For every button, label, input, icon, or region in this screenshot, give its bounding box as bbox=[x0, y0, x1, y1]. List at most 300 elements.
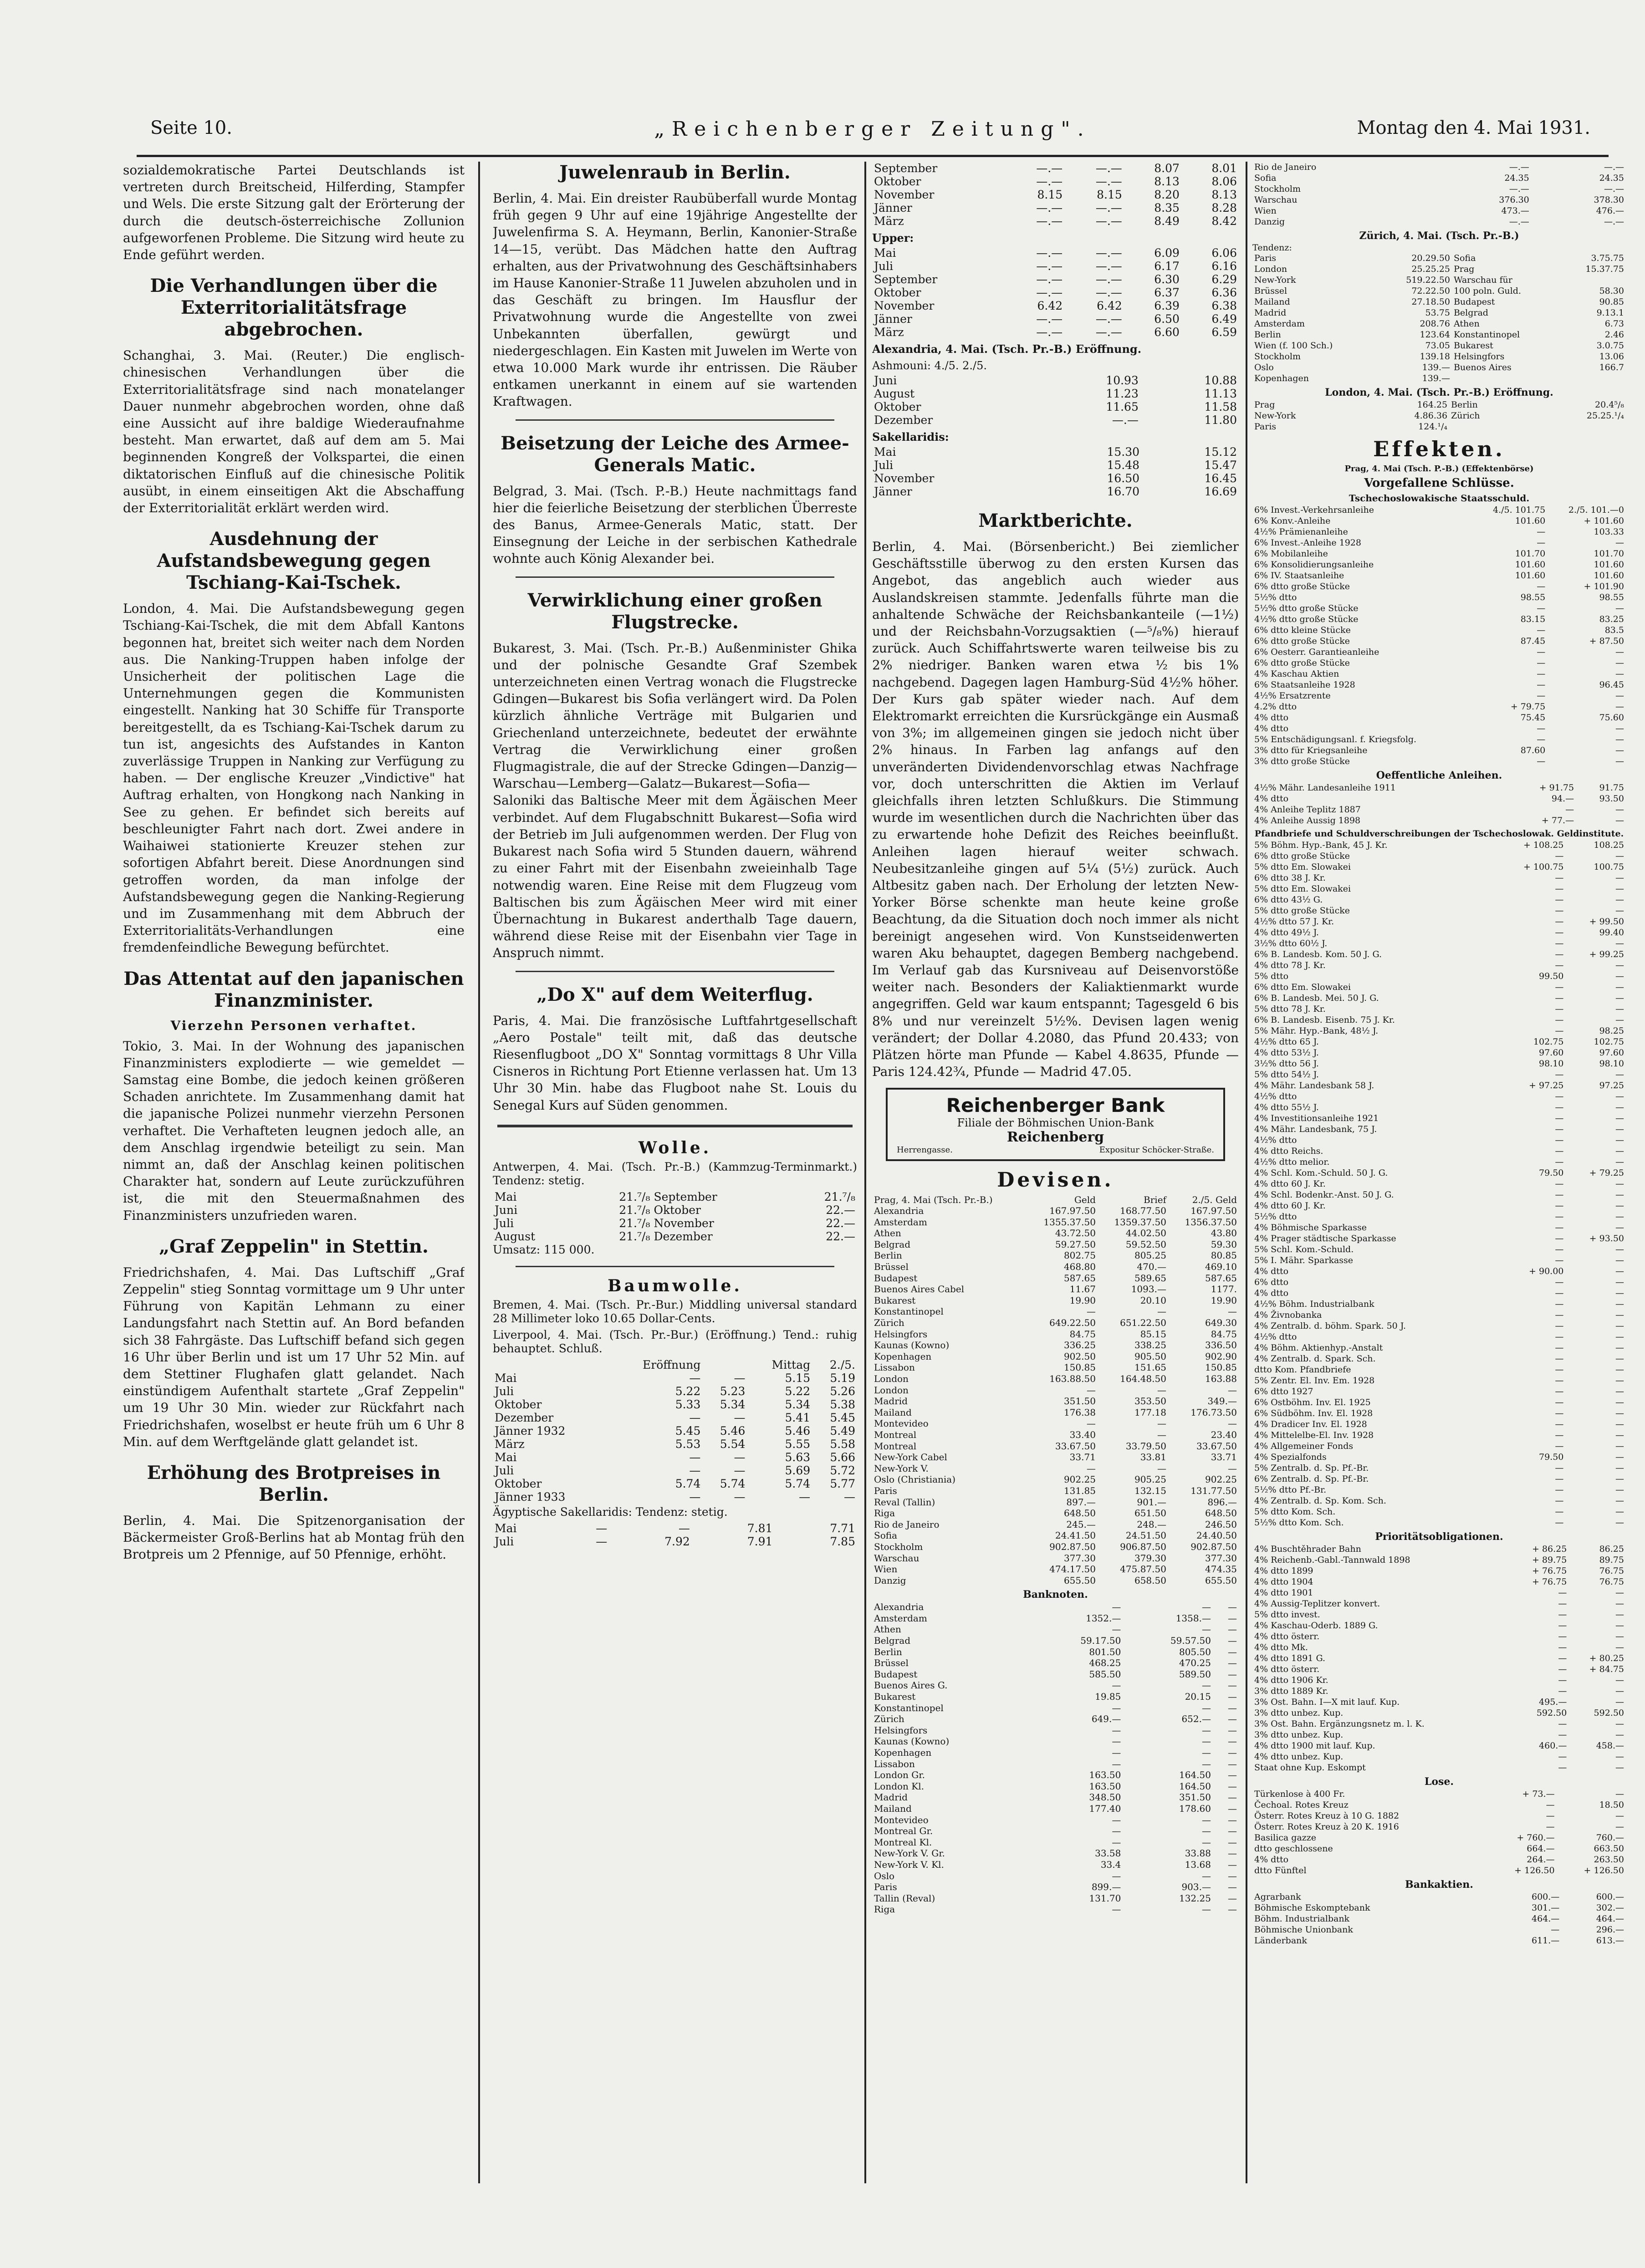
row-label: 5% dtto 78 J. Kr. bbox=[1254, 1004, 1326, 1014]
row-value: 902.90 bbox=[1205, 1351, 1237, 1362]
row-value: 177.18 bbox=[1134, 1407, 1166, 1418]
row-value: 131.85 bbox=[1063, 1485, 1096, 1496]
row-value: — bbox=[1558, 1730, 1567, 1740]
row-value: 468.25 bbox=[1089, 1657, 1121, 1669]
row-label: Jänner bbox=[874, 201, 912, 214]
row-value: 648.50 bbox=[1205, 1508, 1237, 1519]
table-row bbox=[1252, 1729, 1626, 1740]
row-value: — bbox=[1555, 1244, 1564, 1254]
row-label: Danzig bbox=[874, 1575, 906, 1586]
pfandbriefe-table bbox=[1252, 840, 1626, 1528]
row-label: Mailand bbox=[874, 1803, 912, 1814]
row-label: Montreal Gr. bbox=[874, 1825, 933, 1837]
row-value: 21.⁷/₈ bbox=[824, 1190, 855, 1203]
row-label: 4% dtto Mk. bbox=[1254, 1642, 1308, 1652]
row-label: 5½% dtto Pf.-Br. bbox=[1254, 1485, 1327, 1495]
row-value: 8.07 bbox=[1154, 162, 1180, 175]
row-value: 663.50 bbox=[1594, 1844, 1624, 1854]
row-value: 151.65 bbox=[1134, 1362, 1166, 1373]
row-value: — bbox=[1555, 1277, 1564, 1287]
row-value: 5.77 bbox=[830, 1477, 855, 1490]
row-value: 208.76 bbox=[1420, 319, 1450, 329]
row-label: Bukarest bbox=[874, 1295, 916, 1306]
row-value: 90.85 bbox=[1599, 297, 1624, 307]
row-value: — bbox=[1615, 1430, 1624, 1440]
row-value: — bbox=[1228, 1769, 1237, 1781]
separator bbox=[516, 1266, 834, 1267]
row-value: — bbox=[1615, 1441, 1624, 1451]
row-value: — bbox=[1555, 1430, 1564, 1440]
row-value: Prag bbox=[1453, 264, 1475, 274]
row-value: 8.28 bbox=[1211, 201, 1237, 214]
sakellaridis-label: Sakellaridis: bbox=[872, 430, 949, 443]
table-row bbox=[493, 1437, 857, 1451]
row-value: 33.88 bbox=[1185, 1848, 1211, 1859]
row-label: 5% dtto invest. bbox=[1254, 1610, 1320, 1620]
row-value: 20.10 bbox=[1140, 1295, 1166, 1306]
separator bbox=[497, 1125, 853, 1127]
row-label: Helsingfors bbox=[874, 1724, 928, 1736]
row-value: 167.97.50 bbox=[1190, 1205, 1237, 1217]
row-value: 163.50 bbox=[1089, 1769, 1121, 1781]
table-row bbox=[1252, 712, 1626, 723]
row-value: 21.⁷/₈ bbox=[619, 1203, 650, 1217]
row-label: London bbox=[874, 1373, 909, 1384]
table-row bbox=[1252, 1113, 1626, 1124]
row-value: — bbox=[1112, 1680, 1121, 1691]
row-value: — bbox=[1615, 1376, 1624, 1386]
row-label: New-York V. Kl. bbox=[874, 1859, 944, 1870]
row-value: — bbox=[1537, 658, 1546, 668]
table-row bbox=[1252, 253, 1626, 264]
row-label: Buenos Aires Cabel bbox=[874, 1284, 965, 1295]
row-label: 4% dtto Reichs. bbox=[1254, 1146, 1323, 1156]
row-label: Tallin (Reval) bbox=[874, 1892, 935, 1904]
table-row bbox=[872, 1747, 1239, 1758]
table-row bbox=[872, 1680, 1239, 1691]
table-row bbox=[872, 1792, 1239, 1803]
row-label: 4% Aussig-Teplitzer konvert. bbox=[1254, 1599, 1380, 1609]
row-value: —.— bbox=[1604, 217, 1624, 227]
row-value: 101.60 bbox=[1515, 516, 1546, 526]
row-value: —.— bbox=[1095, 201, 1122, 214]
table-row bbox=[1252, 938, 1626, 949]
row-value: 101.60 bbox=[1594, 571, 1624, 581]
table-row bbox=[1252, 1331, 1626, 1342]
row-value: 101.60 bbox=[1515, 571, 1546, 581]
row-label: Juli bbox=[495, 1384, 514, 1398]
row-value: 98.55 bbox=[1520, 592, 1546, 602]
section-baumwolle: Baumwolle. bbox=[608, 1276, 742, 1295]
row-label: 6% IV. Staatsanleihe bbox=[1254, 571, 1344, 581]
row-value: Helsingfors bbox=[1453, 352, 1505, 362]
row-value: 7.85 bbox=[830, 1534, 855, 1548]
row-value: 613.— bbox=[1596, 1936, 1624, 1946]
row-value: — bbox=[1558, 1653, 1567, 1663]
table-row bbox=[872, 1396, 1239, 1407]
row-label: 4% Kaschau-Oderb. 1889 G. bbox=[1254, 1621, 1378, 1631]
row-label: Kopenhagen bbox=[874, 1747, 932, 1758]
row-label: 5% Entschädigungsanl. f. Kriegsfolg. bbox=[1254, 734, 1417, 744]
row-value: — bbox=[1546, 1811, 1555, 1821]
row-label: 6% dtto bbox=[1254, 1277, 1289, 1287]
row-value: 139.— bbox=[1422, 373, 1450, 383]
row-label: Kopenhagen bbox=[1254, 373, 1309, 383]
row-value: 351.50 bbox=[1063, 1396, 1096, 1407]
table-row bbox=[1252, 1397, 1626, 1408]
row-value: 801.50 bbox=[1089, 1646, 1121, 1657]
row-value: — bbox=[1228, 1463, 1237, 1474]
table-row bbox=[872, 1441, 1239, 1452]
row-value: — bbox=[1157, 1384, 1166, 1396]
headline-marktberichte: Marktberichte. bbox=[978, 510, 1133, 531]
table-row bbox=[872, 1769, 1239, 1781]
row-value: 166.7 bbox=[1599, 362, 1624, 372]
row-label: Rio de Janeiro bbox=[1254, 162, 1317, 172]
table-row bbox=[872, 1646, 1239, 1658]
row-value: 1177. bbox=[1211, 1284, 1237, 1295]
row-value: — bbox=[1537, 680, 1546, 690]
row-value: 21.⁷/₈ bbox=[619, 1229, 650, 1243]
row-label: Österr. Rotes Kreuz à 20 K. 1916 bbox=[1254, 1822, 1399, 1832]
ashmouni-label: Ashmouni: 4./5. 2./5. bbox=[872, 359, 987, 372]
subheadline: Vierzehn Personen verhaftet. bbox=[170, 1018, 417, 1033]
row-value: — bbox=[1615, 745, 1624, 755]
table-row bbox=[1252, 296, 1626, 307]
row-value: — bbox=[1086, 1463, 1096, 1474]
row-label: Oktober bbox=[874, 175, 921, 188]
table-row bbox=[872, 1893, 1239, 1904]
row-value: 655.50 bbox=[1205, 1575, 1237, 1586]
row-label: Sofia bbox=[874, 1530, 898, 1541]
table-row bbox=[1252, 340, 1626, 351]
row-value: 664.— bbox=[1527, 1844, 1555, 1854]
row-value: + 101.90 bbox=[1584, 581, 1624, 591]
row-label: Berlin bbox=[874, 1250, 902, 1261]
row-value: Athen bbox=[1453, 319, 1480, 329]
row-label: Sofia bbox=[1254, 173, 1277, 183]
row-value: — bbox=[1558, 1621, 1567, 1631]
row-value: — bbox=[1615, 691, 1624, 701]
table-row bbox=[1252, 1419, 1626, 1430]
row-value: Warschau für bbox=[1453, 275, 1512, 285]
row-value: — bbox=[1615, 1599, 1624, 1609]
row-label: 4% dtto 1904 bbox=[1254, 1577, 1313, 1587]
upper-label: Upper: bbox=[872, 231, 914, 245]
table-row bbox=[872, 1228, 1239, 1239]
row-value: — bbox=[1615, 1244, 1624, 1254]
row-value: Bukarest bbox=[1453, 341, 1493, 351]
lose-table bbox=[1252, 1789, 1626, 1876]
row-label: Brüssel bbox=[874, 1261, 909, 1273]
table-row bbox=[1252, 581, 1626, 592]
row-value: — bbox=[1201, 1836, 1211, 1848]
row-value: — bbox=[1228, 1780, 1237, 1792]
row-value bbox=[702, 1358, 747, 1371]
table-row bbox=[1252, 1598, 1626, 1609]
row-value: —.— bbox=[1095, 286, 1122, 299]
row-value: 902.50 bbox=[1063, 1351, 1096, 1362]
table-row bbox=[1252, 960, 1626, 971]
row-value: — bbox=[1615, 702, 1624, 712]
row-label: Mailand bbox=[1254, 297, 1290, 307]
table-row bbox=[1252, 1517, 1626, 1528]
table-row bbox=[1252, 625, 1626, 636]
table-row bbox=[1252, 657, 1626, 668]
row-label: 6% dtto Em. Slowakei bbox=[1254, 982, 1351, 992]
row-value: — bbox=[1555, 1091, 1564, 1101]
row-value: 1358.— bbox=[1175, 1612, 1211, 1624]
table-row bbox=[1252, 351, 1626, 362]
row-value: — bbox=[1555, 884, 1564, 894]
table-row bbox=[1252, 1157, 1626, 1167]
row-value: 16.70 bbox=[1107, 485, 1140, 498]
row-value: — bbox=[1615, 1070, 1624, 1080]
row-value: 468.80 bbox=[1063, 1261, 1096, 1273]
row-value: + 91.75 bbox=[1539, 783, 1574, 793]
row-value: 470.25 bbox=[1179, 1657, 1211, 1669]
row-label: 5% Mähr. Hyp.-Bank, 48½ J. bbox=[1254, 1026, 1379, 1036]
row-value: 13.06 bbox=[1599, 352, 1624, 362]
row-label: 4% dtto österr. bbox=[1254, 1664, 1320, 1674]
row-value: 8.13 bbox=[1211, 188, 1237, 201]
row-value: 245.— bbox=[1066, 1519, 1096, 1530]
row-label: 5% I. Mähr. Sparkasse bbox=[1254, 1255, 1354, 1265]
table-row bbox=[872, 1881, 1239, 1893]
row-value: 7.71 bbox=[830, 1521, 855, 1535]
row-value: — bbox=[1555, 993, 1564, 1003]
table-row bbox=[1252, 1697, 1626, 1707]
row-value: + 126.50 bbox=[1584, 1865, 1624, 1876]
table-row bbox=[1252, 603, 1626, 614]
row-value: 6.60 bbox=[1154, 326, 1180, 339]
row-value: — bbox=[1615, 1365, 1624, 1375]
row-label: 4% Böhmische Sparkasse bbox=[1254, 1223, 1367, 1233]
table-row bbox=[1252, 1799, 1626, 1810]
row-value: 79.50 bbox=[1539, 1168, 1564, 1178]
table-row bbox=[872, 326, 1239, 339]
row-value: —.— bbox=[1095, 326, 1122, 339]
table-row bbox=[872, 472, 1239, 485]
row-label: Stockholm bbox=[1254, 184, 1301, 194]
table-row bbox=[872, 1725, 1239, 1736]
row-label: 4% dtto 60 J. Kr. bbox=[1254, 1201, 1326, 1211]
row-value: — bbox=[1228, 1859, 1237, 1870]
row-value: — bbox=[689, 1411, 701, 1424]
table-row bbox=[1252, 1751, 1626, 1762]
table-row bbox=[1252, 1664, 1626, 1675]
row-value: 16.69 bbox=[1204, 485, 1237, 498]
table-row bbox=[1252, 1821, 1626, 1832]
row-value: — bbox=[1555, 1518, 1564, 1528]
row-value: — bbox=[1228, 1836, 1237, 1848]
table-row bbox=[872, 1837, 1239, 1848]
row-value: — bbox=[1555, 1474, 1564, 1484]
table-row bbox=[1252, 647, 1626, 657]
row-value: 903.— bbox=[1181, 1881, 1211, 1893]
row-value: —.— bbox=[1095, 260, 1122, 273]
row-label: Mai bbox=[495, 1190, 517, 1203]
row-label: Juli bbox=[874, 459, 894, 472]
row-value: 139.18 bbox=[1420, 352, 1450, 362]
row-label: Amsterdam bbox=[874, 1612, 927, 1624]
row-value: — bbox=[1228, 1825, 1237, 1837]
table-row bbox=[1252, 1047, 1626, 1058]
alexandria-head: Alexandria, 4. Mai. (Tsch. Pr.-B.) Eröffnung. bbox=[872, 342, 1142, 356]
table-row bbox=[1252, 1620, 1626, 1631]
row-label: 4% Živnobanka bbox=[1254, 1310, 1322, 1320]
row-value: 79.50 bbox=[1539, 1452, 1564, 1462]
row-value: — bbox=[1615, 1610, 1624, 1620]
row-value: — bbox=[1555, 1288, 1564, 1298]
row-value: + 79.25 bbox=[1589, 1168, 1624, 1178]
row-value: 902.25 bbox=[1063, 1474, 1096, 1485]
row-label: London bbox=[1254, 264, 1287, 274]
row-value: 164.25 bbox=[1417, 400, 1448, 410]
row-value: — bbox=[844, 1490, 855, 1504]
row-value: + 101.60 bbox=[1584, 516, 1624, 526]
row-value: — bbox=[1615, 658, 1624, 668]
row-label: Amsterdam bbox=[874, 1216, 927, 1228]
table-row bbox=[1252, 275, 1626, 285]
table-row bbox=[1252, 1288, 1626, 1299]
baumwolle-table-2 bbox=[493, 1522, 857, 1548]
row-value: — bbox=[1555, 949, 1564, 959]
row-label: Kaunas (Kowno) bbox=[874, 1736, 950, 1747]
row-label: Montreal bbox=[874, 1440, 917, 1452]
row-value: 21.⁷/₈ bbox=[619, 1216, 650, 1230]
row-value: 10.93 bbox=[1106, 374, 1139, 387]
section-lose: Lose. bbox=[1424, 1776, 1454, 1788]
row-value: — bbox=[1615, 669, 1624, 679]
row-value: 353.50 bbox=[1134, 1396, 1166, 1407]
table-row bbox=[1252, 1718, 1626, 1729]
table-row bbox=[872, 1474, 1239, 1485]
row-value: — bbox=[1615, 1255, 1624, 1265]
headline-exterritorialitaet: Die Verhandlungen über die Exterritorialitätsfrage abgebrochen. bbox=[150, 275, 438, 341]
row-value: 5.74 bbox=[720, 1477, 746, 1490]
row-value: — bbox=[1615, 1496, 1624, 1506]
row-label: Čechoal. Rotes Kreuz bbox=[1254, 1800, 1349, 1810]
row-value: — bbox=[1558, 1631, 1567, 1641]
row-value: — bbox=[1555, 1376, 1564, 1386]
row-label: Mai bbox=[874, 246, 896, 260]
row-value: 33.58 bbox=[1095, 1848, 1121, 1859]
row-value: — bbox=[1112, 1747, 1121, 1758]
table-row bbox=[1252, 1430, 1626, 1441]
row-label: 5½% dtto große Stücke bbox=[1254, 603, 1359, 613]
row-value: 76.75 bbox=[1599, 1566, 1624, 1576]
section-wolle: Wolle. bbox=[638, 1138, 712, 1157]
row-value: 1359.37.50 bbox=[1114, 1216, 1166, 1228]
row-label: Lissabon bbox=[874, 1758, 915, 1769]
row-value: 167.97.50 bbox=[1049, 1205, 1096, 1217]
row-value: 470.— bbox=[1137, 1261, 1166, 1273]
row-value: Dezember bbox=[654, 1229, 713, 1243]
table-row bbox=[493, 1230, 857, 1243]
row-value: 6.42 bbox=[1037, 299, 1063, 312]
row-value: 11.13 bbox=[1204, 387, 1237, 400]
table-row bbox=[872, 400, 1239, 413]
row-value: — bbox=[734, 1371, 746, 1385]
row-label bbox=[493, 1358, 608, 1371]
row-value: — bbox=[1615, 1822, 1624, 1832]
row-value: — bbox=[1615, 1719, 1624, 1729]
row-label: 6% dtto 38 J. Kr. bbox=[1254, 873, 1326, 883]
row-value: — bbox=[1537, 691, 1546, 701]
row-value: 24.35 bbox=[1599, 173, 1624, 183]
table-row bbox=[872, 1295, 1239, 1306]
row-label: Athen bbox=[874, 1228, 901, 1239]
row-value: — bbox=[1558, 1752, 1567, 1762]
table-row bbox=[493, 1358, 857, 1371]
table-row bbox=[872, 1541, 1239, 1553]
row-value: — bbox=[1555, 1310, 1564, 1320]
table-row bbox=[1252, 1565, 1626, 1576]
row-value: — bbox=[1201, 1758, 1211, 1769]
row-value: — bbox=[1615, 1091, 1624, 1101]
table-row bbox=[1252, 329, 1626, 340]
row-value: + 86.25 bbox=[1532, 1544, 1567, 1554]
row-value: 338.25 bbox=[1134, 1340, 1166, 1351]
row-value: — bbox=[1615, 1386, 1624, 1396]
row-value: — bbox=[1615, 1631, 1624, 1641]
row-value: —.— bbox=[1036, 201, 1063, 214]
row-label: Lissabon bbox=[874, 1362, 915, 1373]
table-row bbox=[872, 1217, 1239, 1228]
table-row bbox=[1252, 872, 1626, 883]
row-value: — bbox=[1555, 1070, 1564, 1080]
table-row bbox=[493, 1424, 857, 1437]
table-row bbox=[1252, 1473, 1626, 1484]
table-row bbox=[1252, 1686, 1626, 1697]
table-row bbox=[1252, 1233, 1626, 1244]
row-value: 59.30 bbox=[1211, 1238, 1237, 1250]
row-value: 16.45 bbox=[1204, 472, 1237, 485]
row-value: 11.65 bbox=[1106, 400, 1139, 413]
row-label: 4% Anleihe Aussig 1898 bbox=[1254, 815, 1361, 826]
row-value: 901.— bbox=[1137, 1496, 1166, 1508]
table-row bbox=[1252, 1091, 1626, 1102]
row-label: 4% Mittelelbe-El. Inv. 1928 bbox=[1254, 1430, 1374, 1440]
row-value: — bbox=[596, 1521, 608, 1535]
row-value: — bbox=[1555, 1299, 1564, 1309]
bank-advertisement bbox=[886, 1088, 1225, 1161]
article-body: Paris, 4. Mai. Die französische Luftfahrtgesellschaft „Aero Postale" teilt mit, daß das deutsche Riesenflugboot „DO X" Sonntag vormittags 8 Uhr Villa Cisneros in Richtung Port Etienne verlassen hat. Um 13 Uhr 30 Min. habe das Flugboot nahe St. Louis du Senegal Kurs auf Süden genommen. bbox=[493, 1013, 857, 1113]
table-row bbox=[1252, 1200, 1626, 1211]
row-label: Stockholm bbox=[874, 1541, 923, 1552]
row-value: 5.46 bbox=[785, 1424, 811, 1437]
row-value: 1093.— bbox=[1131, 1284, 1166, 1295]
row-value: — bbox=[1615, 1190, 1624, 1200]
row-label: 6% dtto große Stücke bbox=[1254, 581, 1350, 591]
row-label: Brüssel bbox=[874, 1657, 909, 1669]
row-value: — bbox=[1555, 1190, 1564, 1200]
row-value bbox=[1528, 421, 1626, 432]
row-value: 651.22.50 bbox=[1120, 1317, 1166, 1329]
table-row bbox=[872, 1904, 1239, 1915]
row-value: — bbox=[1112, 1601, 1121, 1613]
upper-table bbox=[872, 246, 1239, 339]
row-value: — bbox=[1615, 1354, 1624, 1364]
row-value: — bbox=[1228, 1624, 1237, 1635]
row-label: Mai bbox=[495, 1450, 517, 1464]
row-value: 89.75 bbox=[1599, 1555, 1624, 1565]
row-value: — bbox=[1201, 1736, 1211, 1747]
table-row bbox=[1252, 894, 1626, 905]
row-value: 15.30 bbox=[1107, 445, 1140, 459]
row-value: 5.45 bbox=[830, 1411, 855, 1424]
